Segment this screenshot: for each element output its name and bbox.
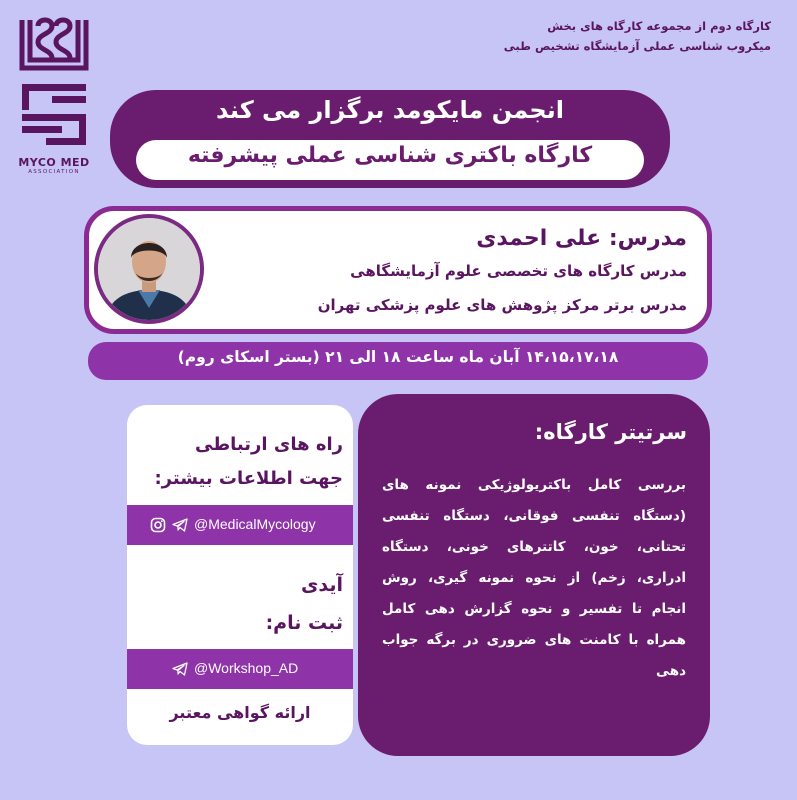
logo-tagline: ASSOCIATION [28,169,80,175]
registration-handle-link[interactable] [172,660,298,677]
contact-handle: @MedicalMycology [194,516,316,532]
contact-title-line1: راه های ارتباطی [195,434,343,455]
instructor-photo [94,214,204,324]
instagram-icon [150,517,166,533]
header-subtitle: کارگاه باکتری شناسی عملی پیشرفته [187,143,593,168]
contact-title [143,428,343,496]
series-note [471,16,771,56]
logo-name: MYCO MED [18,156,90,169]
contact-handle-link[interactable] [150,516,316,533]
header-title: انجمن مایکومد برگزار می کند [216,96,564,124]
person-icon [98,218,200,320]
instructor-role-2: مدرس برتر مرکز پژوهش های علوم پزشکی تهران [317,296,687,314]
outline-body: بررسی کامل باکتریولوژیکی نمونه های (دستگاه تنفسی فوقانی، دستگاه تنفسی تحتانی، خون، کاتترهای خونی، دستگاه ادراری، زخم) از نحوه نمونه گیری، روش انجام تا تفسیر و نحوه گزارش دهی کامل همراه با کامنت های ضروری در برگه جواب دهی [382,477,686,679]
registration-title-line2: ثبت نام: [265,612,343,634]
logo-icon [16,14,92,174]
contact-title-line2: جهت اطلاعات بیشتر: [154,468,343,489]
registration-handle: @Workshop_AD [194,660,299,676]
telegram-icon [172,517,188,533]
outline-title: سرتیتر کارگاه: [534,420,687,444]
instructor-name: مدرس: علی احمدی [476,226,687,251]
registration-title-line1: آیدی [300,574,343,596]
certificate-note: ارائه گواهی معتبر [169,703,311,722]
series-note-line1: کارگاه دوم از مجموعه کارگاه های بخش [547,19,771,33]
telegram-icon [172,661,188,677]
registration-title [143,566,343,642]
series-note-line2: میکروب شناسی عملی آزمایشگاه تشخیص طبی [503,39,771,53]
instructor-role-1: مدرس کارگاه های تخصصی علوم آزمایشگاهی [350,262,687,280]
schedule-text: ۱۴،۱۵،۱۷،۱۸ آبان ماه ساعت ۱۸ الی ۲۱ (بستر اسکای روم) [177,348,619,366]
